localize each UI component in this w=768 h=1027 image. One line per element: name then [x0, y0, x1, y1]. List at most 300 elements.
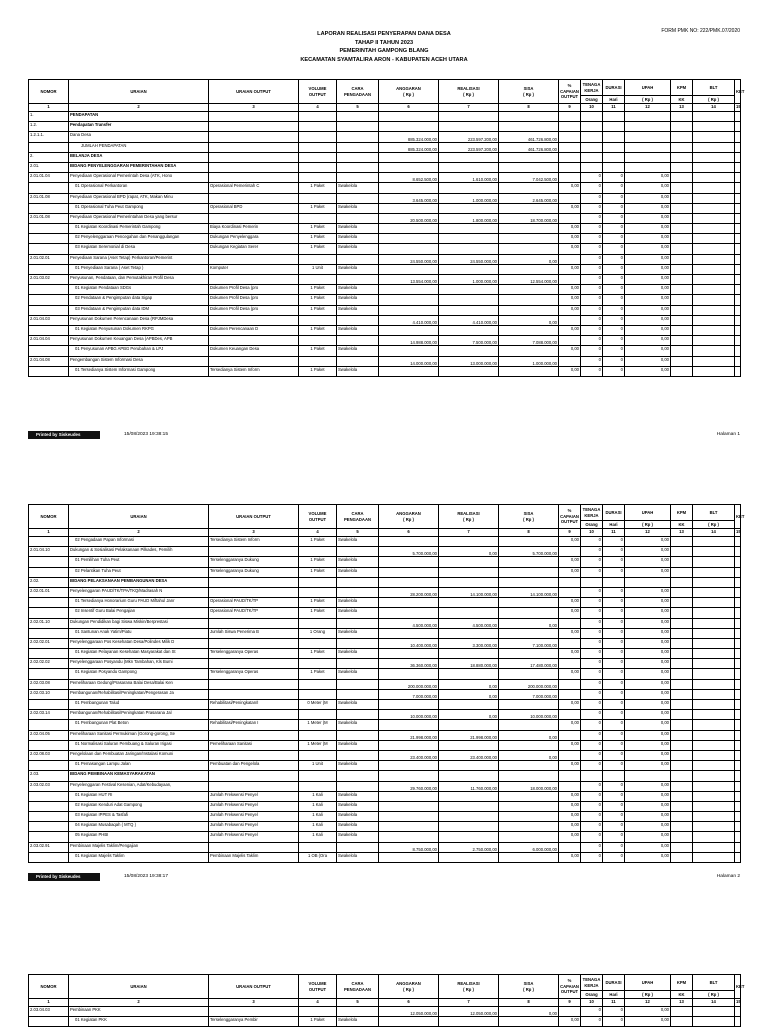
- cell-volume: 1 Paket: [299, 305, 337, 315]
- table-cell: 0,00: [559, 567, 581, 577]
- table-cell: [439, 346, 499, 356]
- table-cell: 21.998.000,00: [439, 730, 499, 740]
- table-cell: 0,00: [499, 750, 559, 760]
- cell-uraian-output: [209, 750, 299, 760]
- cell-uraian-output: Dokumen Profil Desa (pro: [209, 295, 299, 305]
- table-cell: 0,00: [625, 812, 671, 822]
- table-cell: 0: [581, 567, 603, 577]
- cell-uraian-output: [209, 173, 299, 183]
- table-row: [29, 285, 741, 295]
- table-row: [29, 112, 741, 122]
- table-cell: [499, 305, 559, 315]
- table-row: [29, 213, 741, 223]
- table-cell: [735, 142, 741, 152]
- table-cell: [671, 567, 693, 577]
- cell-uraian-output: Jumlah Siswa Penerima B: [209, 628, 299, 638]
- table-row: [29, 193, 741, 203]
- cell-nomor: [29, 234, 69, 244]
- table-cell: [379, 608, 439, 618]
- table-cell: 14.000.000,00: [379, 356, 439, 366]
- cell-uraian-output: [209, 132, 299, 142]
- cell-volume: [299, 315, 337, 325]
- table-cell: [439, 1017, 499, 1027]
- cell-uraian: 01 Operasional Perkantoran: [69, 183, 209, 193]
- table-cell: 0: [581, 193, 603, 203]
- table-cell: 0: [603, 720, 625, 730]
- cell-nomor: [29, 791, 69, 801]
- col-header-realisasi: REALISASI ( Rp ): [439, 975, 499, 999]
- cell-uraian: Pendapatan Transfer: [69, 122, 209, 132]
- table-cell: [603, 152, 625, 162]
- table-cell: [559, 112, 581, 122]
- table-cell: [671, 649, 693, 659]
- table-row: [29, 700, 741, 710]
- table-cell: [559, 132, 581, 142]
- table-cell: 0,00: [559, 801, 581, 811]
- cell-uraian-output: Terselenggaranya Pembir: [209, 1017, 299, 1027]
- col-header-upah: UPAH: [625, 80, 671, 96]
- col-header-durasi: DURASI: [603, 80, 625, 96]
- cell-uraian: Dukungan Pendidikan bagi Siswa Miskin/Berprestasi: [69, 618, 209, 628]
- table-cell: [625, 152, 671, 162]
- col-subheader-orang: Orang: [581, 521, 603, 529]
- cell-uraian: 01 Kegiatan Posyandu Gampong: [69, 669, 209, 679]
- cell-uraian: 02 Kegiatan Kenduri Adat Gampong: [69, 801, 209, 811]
- table-cell: Swakelola: [337, 649, 379, 659]
- table-cell: [439, 649, 499, 659]
- table-cell: [379, 244, 439, 254]
- table-cell: 0: [581, 325, 603, 335]
- table-cell: 0,00: [439, 689, 499, 699]
- table-cell: 0: [603, 173, 625, 183]
- table-cell: [693, 598, 735, 608]
- print-timestamp: 15/08/2023 19:38:17: [124, 874, 169, 879]
- cell-nomor: [29, 567, 69, 577]
- table-cell: 0: [603, 750, 625, 760]
- table-cell: [735, 264, 741, 274]
- table-cell: [735, 587, 741, 597]
- table-row: [29, 638, 741, 648]
- cell-uraian-output: [209, 587, 299, 597]
- cell-nomor: 2.01.01.08: [29, 193, 69, 203]
- table-cell: 0,00: [625, 234, 671, 244]
- cell-nomor: 2.01.03.02: [29, 275, 69, 285]
- table-row: [29, 781, 741, 791]
- table-cell: [337, 132, 379, 142]
- table-cell: [671, 346, 693, 356]
- table-cell: 223.597.200,00: [439, 132, 499, 142]
- col-header-nomor: NOMOR: [29, 975, 69, 999]
- table-cell: [439, 234, 499, 244]
- table-cell: [337, 710, 379, 720]
- cell-uraian-output: [209, 638, 299, 648]
- table-cell: [559, 356, 581, 366]
- table-cell: [499, 162, 559, 172]
- table-cell: [439, 771, 499, 781]
- table-cell: [671, 679, 693, 689]
- table-cell: 0,00: [625, 638, 671, 648]
- cell-volume: [299, 122, 337, 132]
- table-cell: [693, 112, 735, 122]
- table-cell: 0: [603, 1007, 625, 1017]
- col-header-nomor: NOMOR: [29, 80, 69, 104]
- table-cell: [735, 173, 741, 183]
- cell-uraian: 02 Pelantikan Tuha Peut: [69, 567, 209, 577]
- table-cell: [439, 700, 499, 710]
- table-cell: [735, 305, 741, 315]
- table-cell: 0,00: [559, 791, 581, 801]
- table-cell: [379, 812, 439, 822]
- table-cell: 20.500.000,00: [379, 213, 439, 223]
- cell-volume: 1 Paket: [299, 295, 337, 305]
- table-cell: 0,00: [625, 567, 671, 577]
- table-cell: 0,00: [559, 537, 581, 547]
- table-cell: 0,00: [499, 730, 559, 740]
- cell-uraian-output: [209, 659, 299, 669]
- table-cell: [439, 366, 499, 376]
- table-cell: [439, 791, 499, 801]
- table-cell: [735, 213, 741, 223]
- table-cell: 0: [603, 679, 625, 689]
- table-cell: 0,00: [625, 791, 671, 801]
- table-cell: [671, 193, 693, 203]
- col-header-anggaran: ANGGARAN ( Rp ): [379, 975, 439, 999]
- table-cell: [735, 366, 741, 376]
- table-cell: [559, 254, 581, 264]
- table-cell: Swakelola: [337, 761, 379, 771]
- table-cell: [693, 761, 735, 771]
- table-cell: [693, 608, 735, 618]
- cell-volume: 1 Meter (M: [299, 720, 337, 730]
- cell-uraian-output: [209, 771, 299, 781]
- cell-uraian-output: [209, 730, 299, 740]
- col-number: 9: [559, 999, 581, 1007]
- table-cell: 0: [581, 547, 603, 557]
- table-cell: [337, 618, 379, 628]
- table-cell: [735, 700, 741, 710]
- col-number: 15: [735, 529, 741, 537]
- cell-uraian-output: Dokumen Profil Desa (pro: [209, 285, 299, 295]
- table-cell: [625, 142, 671, 152]
- table-cell: 0: [603, 183, 625, 193]
- table-cell: [735, 649, 741, 659]
- table-cell: 7.000.000,00: [499, 689, 559, 699]
- cell-nomor: 2.02.03.08: [29, 679, 69, 689]
- table-cell: 3.645.000,00: [379, 193, 439, 203]
- col-header-upah: UPAH: [625, 975, 671, 991]
- table-cell: [735, 781, 741, 791]
- cell-volume: 1 Paket: [299, 203, 337, 213]
- table-cell: 0: [603, 710, 625, 720]
- table-row: [29, 720, 741, 730]
- cell-nomor: 2.01.04.10: [29, 547, 69, 557]
- table-cell: [693, 740, 735, 750]
- table-cell: [499, 577, 559, 587]
- table-cell: [693, 679, 735, 689]
- table-cell: 0,00: [499, 1007, 559, 1017]
- col-header-tenaga-kerja: TENAGA KERJA: [581, 80, 603, 96]
- table-cell: [671, 234, 693, 244]
- col-subheader-hari: Hari: [603, 991, 625, 999]
- table-cell: [379, 771, 439, 781]
- page-footer: [28, 873, 740, 882]
- table-cell: 0: [581, 842, 603, 852]
- table-cell: [581, 112, 603, 122]
- table-cell: [337, 213, 379, 223]
- table-row: [29, 325, 741, 335]
- table-cell: 0,00: [559, 285, 581, 295]
- table-cell: [693, 730, 735, 740]
- cell-volume: 1 Paket: [299, 234, 337, 244]
- table-cell: 18.000.000,00: [499, 781, 559, 791]
- table-cell: [671, 832, 693, 842]
- cell-uraian-output: Rehabilitasi/Peningkatan I: [209, 720, 299, 730]
- table-cell: 13.000.000,00: [439, 356, 499, 366]
- table-cell: 21.998.000,00: [379, 730, 439, 740]
- table-cell: [379, 285, 439, 295]
- table-cell: Swakelola: [337, 295, 379, 305]
- table-cell: 0,00: [559, 761, 581, 771]
- cell-uraian: 01 Kegiatan Penyusunan Dokumen RKPG: [69, 325, 209, 335]
- table-cell: [693, 801, 735, 811]
- table-cell: Swakelola: [337, 366, 379, 376]
- table-cell: [337, 730, 379, 740]
- cell-uraian: Pembinaan Majelis Taklim/Pengajian: [69, 842, 209, 852]
- table-row: [29, 649, 741, 659]
- table-cell: [379, 557, 439, 567]
- table-cell: [337, 781, 379, 791]
- cell-nomor: [29, 142, 69, 152]
- table-cell: 10.000.000,00: [379, 710, 439, 720]
- cell-volume: 1 Orang: [299, 628, 337, 638]
- table-cell: 0: [581, 781, 603, 791]
- cell-volume: [299, 173, 337, 183]
- cell-uraian-output: [209, 547, 299, 557]
- cell-uraian: 02 Pendataan & Pengimputan data Sigap: [69, 295, 209, 305]
- table-row: [29, 567, 741, 577]
- cell-nomor: [29, 822, 69, 832]
- cell-nomor: [29, 1017, 69, 1027]
- report-table: [28, 79, 745, 377]
- table-cell: Swakelola: [337, 557, 379, 567]
- table-cell: 0,00: [625, 587, 671, 597]
- table-cell: [559, 659, 581, 669]
- table-cell: [693, 224, 735, 234]
- table-cell: 0: [581, 244, 603, 254]
- table-cell: [559, 315, 581, 325]
- table-cell: [439, 557, 499, 567]
- table-cell: [693, 547, 735, 557]
- table-cell: [379, 346, 439, 356]
- table-cell: 0,00: [559, 295, 581, 305]
- table-row: [29, 305, 741, 315]
- table-cell: [499, 366, 559, 376]
- cell-volume: [299, 547, 337, 557]
- col-number: 7: [439, 104, 499, 112]
- col-header-tenaga-kerja: TENAGA KERJA: [581, 505, 603, 521]
- table-cell: [439, 832, 499, 842]
- table-cell: 0,00: [559, 822, 581, 832]
- table-cell: [735, 679, 741, 689]
- table-cell: 0,00: [625, 537, 671, 547]
- table-cell: [735, 336, 741, 346]
- table-cell: [499, 244, 559, 254]
- report-title-line: LAPORAN REALISASI PENYERAPAN DANA DESA: [317, 31, 451, 37]
- table-cell: [379, 577, 439, 587]
- table-cell: [499, 832, 559, 842]
- table-cell: [735, 842, 741, 852]
- cell-nomor: 2.02.: [29, 577, 69, 587]
- table-cell: 0: [581, 203, 603, 213]
- cell-volume: [299, 781, 337, 791]
- table-cell: 0,00: [625, 618, 671, 628]
- table-cell: [735, 224, 741, 234]
- table-cell: 0: [603, 598, 625, 608]
- table-cell: [559, 587, 581, 597]
- cell-nomor: 1.2.1.1.: [29, 132, 69, 142]
- table-cell: [379, 234, 439, 244]
- table-cell: 0: [603, 801, 625, 811]
- cell-uraian: Pengembangan Sistem Informasi Desa: [69, 356, 209, 366]
- cell-uraian: Pembangunan/Rehabilitasi/Peningkatan Prasarana Jal: [69, 710, 209, 720]
- table-cell: [693, 122, 735, 132]
- table-cell: 0,00: [559, 234, 581, 244]
- table-cell: Swakelola: [337, 628, 379, 638]
- table-cell: Swakelola: [337, 1017, 379, 1027]
- table-cell: [337, 679, 379, 689]
- table-cell: 0: [581, 173, 603, 183]
- table-cell: 0: [581, 730, 603, 740]
- col-number: 13: [671, 529, 693, 537]
- col-header-uraian: URAIAN: [69, 505, 209, 529]
- table-cell: [735, 628, 741, 638]
- table-cell: [693, 264, 735, 274]
- table-cell: [603, 142, 625, 152]
- table-cell: 0: [603, 547, 625, 557]
- table-cell: [499, 801, 559, 811]
- col-number: 10: [581, 104, 603, 112]
- table-cell: [337, 771, 379, 781]
- table-cell: [439, 669, 499, 679]
- cell-uraian-output: [209, 1007, 299, 1017]
- cell-uraian: BELANJA DESA: [69, 152, 209, 162]
- table-cell: 13.554.000,00: [379, 275, 439, 285]
- cell-volume: [299, 577, 337, 587]
- table-cell: 0,00: [625, 193, 671, 203]
- table-row: [29, 162, 741, 172]
- table-cell: 0: [581, 315, 603, 325]
- table-cell: 0,00: [625, 720, 671, 730]
- table-cell: [671, 162, 693, 172]
- cell-uraian: Penyelenggaran PAUD/TK/TPA/TKQ/Madrasah N: [69, 587, 209, 597]
- table-cell: [439, 852, 499, 862]
- cell-uraian-output: Terselenggaranya Dukung: [209, 557, 299, 567]
- cell-uraian-output: [209, 193, 299, 203]
- cell-volume: 1 Kali: [299, 812, 337, 822]
- table-cell: [337, 173, 379, 183]
- col-subheader-hari: Hari: [603, 96, 625, 104]
- table-cell: 0: [581, 608, 603, 618]
- table-cell: [693, 244, 735, 254]
- table-cell: 0: [603, 295, 625, 305]
- cell-uraian-output: [209, 336, 299, 346]
- table-cell: 17.480.000,00: [499, 659, 559, 669]
- table-cell: [559, 213, 581, 223]
- cell-nomor: 2.03.02.03: [29, 781, 69, 791]
- cell-volume: [299, 638, 337, 648]
- table-cell: 0: [581, 366, 603, 376]
- table-cell: [735, 285, 741, 295]
- col-number: 13: [671, 999, 693, 1007]
- cell-uraian-output: Rehabilitasi/Peningkatan/I: [209, 700, 299, 710]
- col-number: 3: [209, 104, 299, 112]
- table-cell: 0: [603, 842, 625, 852]
- cell-nomor: 2.01.01.04: [29, 173, 69, 183]
- table-row: [29, 791, 741, 801]
- table-cell: [625, 122, 671, 132]
- col-number: 1: [29, 529, 69, 537]
- table-cell: [671, 213, 693, 223]
- table-cell: 28.200.000,00: [379, 587, 439, 597]
- cell-volume: [299, 112, 337, 122]
- table-cell: 0,00: [625, 264, 671, 274]
- col-number: 2: [69, 104, 209, 112]
- table-cell: [671, 275, 693, 285]
- col-header-upah: UPAH: [625, 505, 671, 521]
- cell-volume: [299, 336, 337, 346]
- table-cell: 1.800.000,00: [439, 213, 499, 223]
- table-cell: 14.988.000,00: [379, 336, 439, 346]
- table-cell: [603, 122, 625, 132]
- table-cell: [499, 234, 559, 244]
- table-cell: 10.000.000,00: [499, 710, 559, 720]
- table-cell: 0,00: [559, 700, 581, 710]
- table-cell: [379, 669, 439, 679]
- table-cell: [337, 152, 379, 162]
- cell-volume: [299, 618, 337, 628]
- table-cell: [735, 761, 741, 771]
- table-cell: 0: [581, 557, 603, 567]
- table-cell: [693, 173, 735, 183]
- table-cell: [499, 295, 559, 305]
- table-cell: 0: [581, 812, 603, 822]
- table-cell: [379, 720, 439, 730]
- col-number: 11: [603, 999, 625, 1007]
- table-cell: [671, 132, 693, 142]
- cell-nomor: [29, 305, 69, 315]
- col-number: 8: [499, 529, 559, 537]
- cell-uraian-output: Terselenggaranya Operas: [209, 649, 299, 659]
- table-cell: [693, 366, 735, 376]
- cell-nomor: 2.03.02.91: [29, 842, 69, 852]
- table-cell: [379, 761, 439, 771]
- cell-volume: 1 Paket: [299, 598, 337, 608]
- table-cell: [693, 822, 735, 832]
- table-cell: [337, 356, 379, 366]
- table-cell: 0,00: [625, 649, 671, 659]
- table-cell: Swakelola: [337, 740, 379, 750]
- col-number: 5: [337, 104, 379, 112]
- col-number: 4: [299, 999, 337, 1007]
- cell-volume: [299, 132, 337, 142]
- table-cell: 0,00: [559, 608, 581, 618]
- table-cell: 0,00: [625, 700, 671, 710]
- table-cell: [499, 285, 559, 295]
- table-cell: [735, 325, 741, 335]
- table-cell: [499, 812, 559, 822]
- table-row: [29, 537, 741, 547]
- table-cell: [735, 791, 741, 801]
